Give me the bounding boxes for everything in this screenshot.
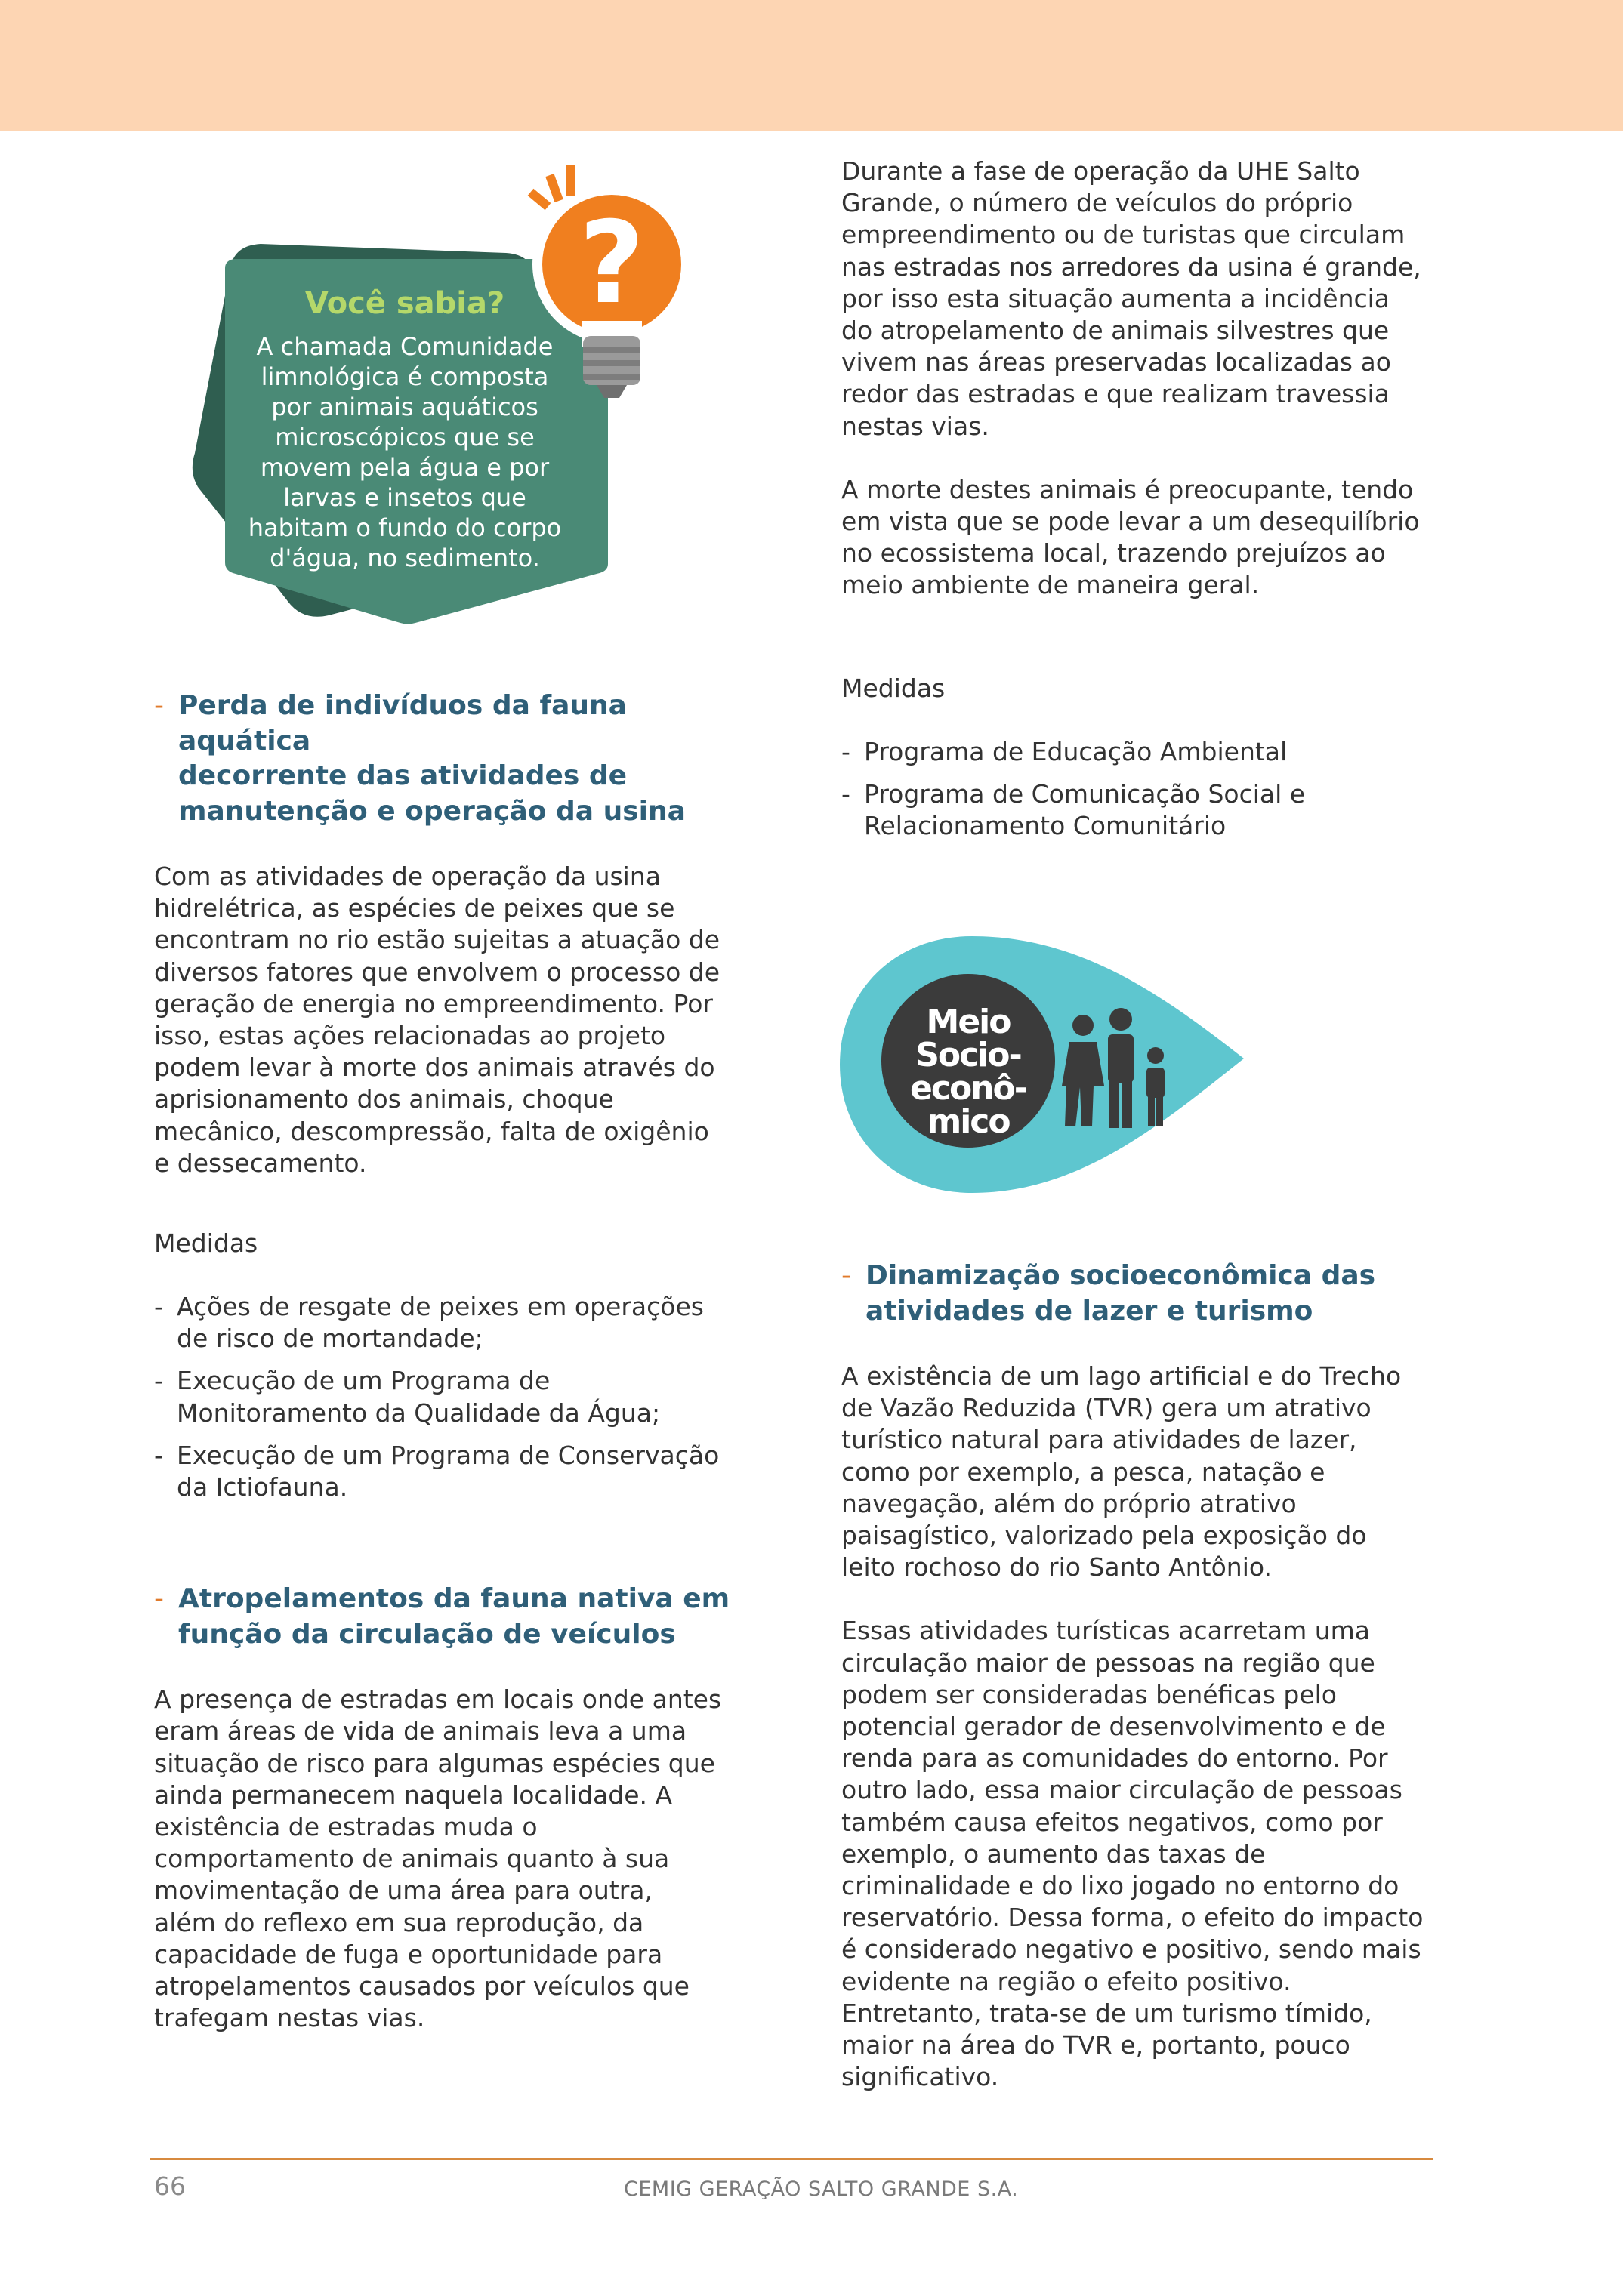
header-band: [0, 0, 1623, 131]
right-medidas-label: Medidas: [841, 673, 946, 703]
callout-line: microscópicos que se: [275, 423, 535, 451]
callout-line: limnológica é composta: [261, 362, 549, 391]
badge-line: Socio-: [915, 1036, 1021, 1074]
callout-line: larvas e insetos que: [283, 483, 526, 512]
callout-line: A chamada Comunidade: [256, 332, 554, 361]
badge-line: Meio: [926, 1003, 1011, 1041]
right-medidas-list: [841, 736, 1468, 843]
right-column-top: [841, 156, 1468, 842]
list-item: - Programa de Comunicação Social e Relacionamento Comunitário: [841, 778, 1306, 841]
badge-label: [910, 1003, 1026, 1141]
callout-line: por animais aquáticos: [271, 393, 538, 421]
list-item: - Execução de um Programa de Monitoramento da Qualidade da Água;: [154, 1366, 661, 1428]
callout-line: habitam o fundo do corpo: [248, 513, 562, 542]
socioeconomic-badge: [840, 936, 1248, 1193]
callout-line: d'água, no sedimento.: [270, 544, 540, 572]
left-column: [154, 689, 758, 2034]
svg-text:?: ?: [579, 198, 645, 329]
left-medidas-list: [154, 1291, 758, 1503]
roadkill-paragraph: A presença de estradas em locais onde antes eram áreas de vida de animais leva a uma situação de risco para algumas espécies que ainda permanecem naquela localidade. A existência de estradas muda o comportamento de animais quanto à sua movimentação de uma área para outra, além do reflexo em sua reprodução, da capacidade de fuga e oportunidade para atropelamentos causados por veículos que trafegam nestas vias.: [154, 1684, 722, 2033]
did-you-know-callout: [189, 162, 717, 638]
badge-line: econô-: [910, 1069, 1026, 1108]
section-heading-tourism: - Dinamização socioeconômica das atividades de lazer e turismo: [841, 1260, 1376, 1327]
tourism-paragraph-2: Essas atividades turísticas acarretam uma circulação maior de pessoas na região que podem ser consideradas benéficas pelo potencial gerador de desenvolvimento e de renda para as comunidades do entorno. Por outro lado, essa maior circulação de pessoas também causa efeitos negativos, como por exemplo, o aumento das taxas de criminalidade e do lixo jogado no entorno do reservatório. Dessa forma, o efeito do impacto é considerado negativo e positivo, sendo mais evidente na região o efeito positivo. Entretanto, trata-se de um turismo tímido, maior na área do TVR e, portanto, pouco significativo.: [841, 1616, 1424, 2092]
callout-line: movem pela água e por: [260, 453, 550, 482]
section-heading-roadkill: - Atropelamentos da fauna nativa em função da circulação de veículos: [154, 1583, 730, 1650]
right-column-bottom: [841, 1259, 1468, 2093]
left-medidas-label: Medidas: [154, 1228, 258, 1259]
tourism-paragraph-1: A existência de um lago artificial e do Trecho de Vazão Reduzida (TVR) gera um atrativo turístico natural para atividades de lazer, como por exemplo, a pesca, natação e navegação, além do próprio atrativo paisagístico, valorizado pela exposição do leito rochoso do rio Santo Antônio.: [841, 1361, 1402, 1583]
aquatic-fauna-paragraph: Com as atividades de operação da usina hidrelétrica, as espécies de peixes que se encontram no rio estão sujeitas a atuação de diversos fatores que envolvem o processo de geração de energia no empreendimento. Por isso, estas ações relacionadas ao projeto podem levar à morte dos animais através do aprisionamento dos animais, choque mecânico, descompressão, falta de oxigênio e dessecamento.: [154, 861, 720, 1178]
list-item: - Ações de resgate de peixes em operações de risco de mortandade;: [154, 1292, 704, 1354]
list-item: - Programa de Educação Ambiental: [841, 736, 1288, 766]
list-item: - Execução de um Programa de Conservação da Ictiofauna.: [154, 1440, 720, 1502]
callout-title: Você sabia?: [304, 286, 505, 321]
animal-death-paragraph: A morte destes animais é preocupante, tendo em vista que se pode levar a um desequilíbrio no ecossistema local, trazendo prejuízos ao meio ambiente de maneira geral.: [841, 474, 1420, 600]
section-heading-aquatic-fauna: - Perda de indivíduos da fauna aquática decorrente das atividades de manutenção e operação da usina: [154, 690, 686, 827]
badge-line: mico: [927, 1102, 1010, 1141]
footer-company: CEMIG GERAÇÃO SALTO GRANDE S.A.: [624, 2177, 1019, 2201]
page-number: 66: [154, 2171, 186, 2201]
vehicle-paragraph: Durante a fase de operação da UHE Salto Grande, o número de veículos do próprio empreendimento ou de turistas que circulam nas estradas nos arredores da usina é grande, por isso esta situação aumenta a incidência do atropelamento de animais silvestres que vivem nas áreas preservadas localizadas ao redor das estradas e que realizam travessia nestas vias.: [841, 156, 1421, 441]
footer-divider: [150, 2158, 1433, 2160]
